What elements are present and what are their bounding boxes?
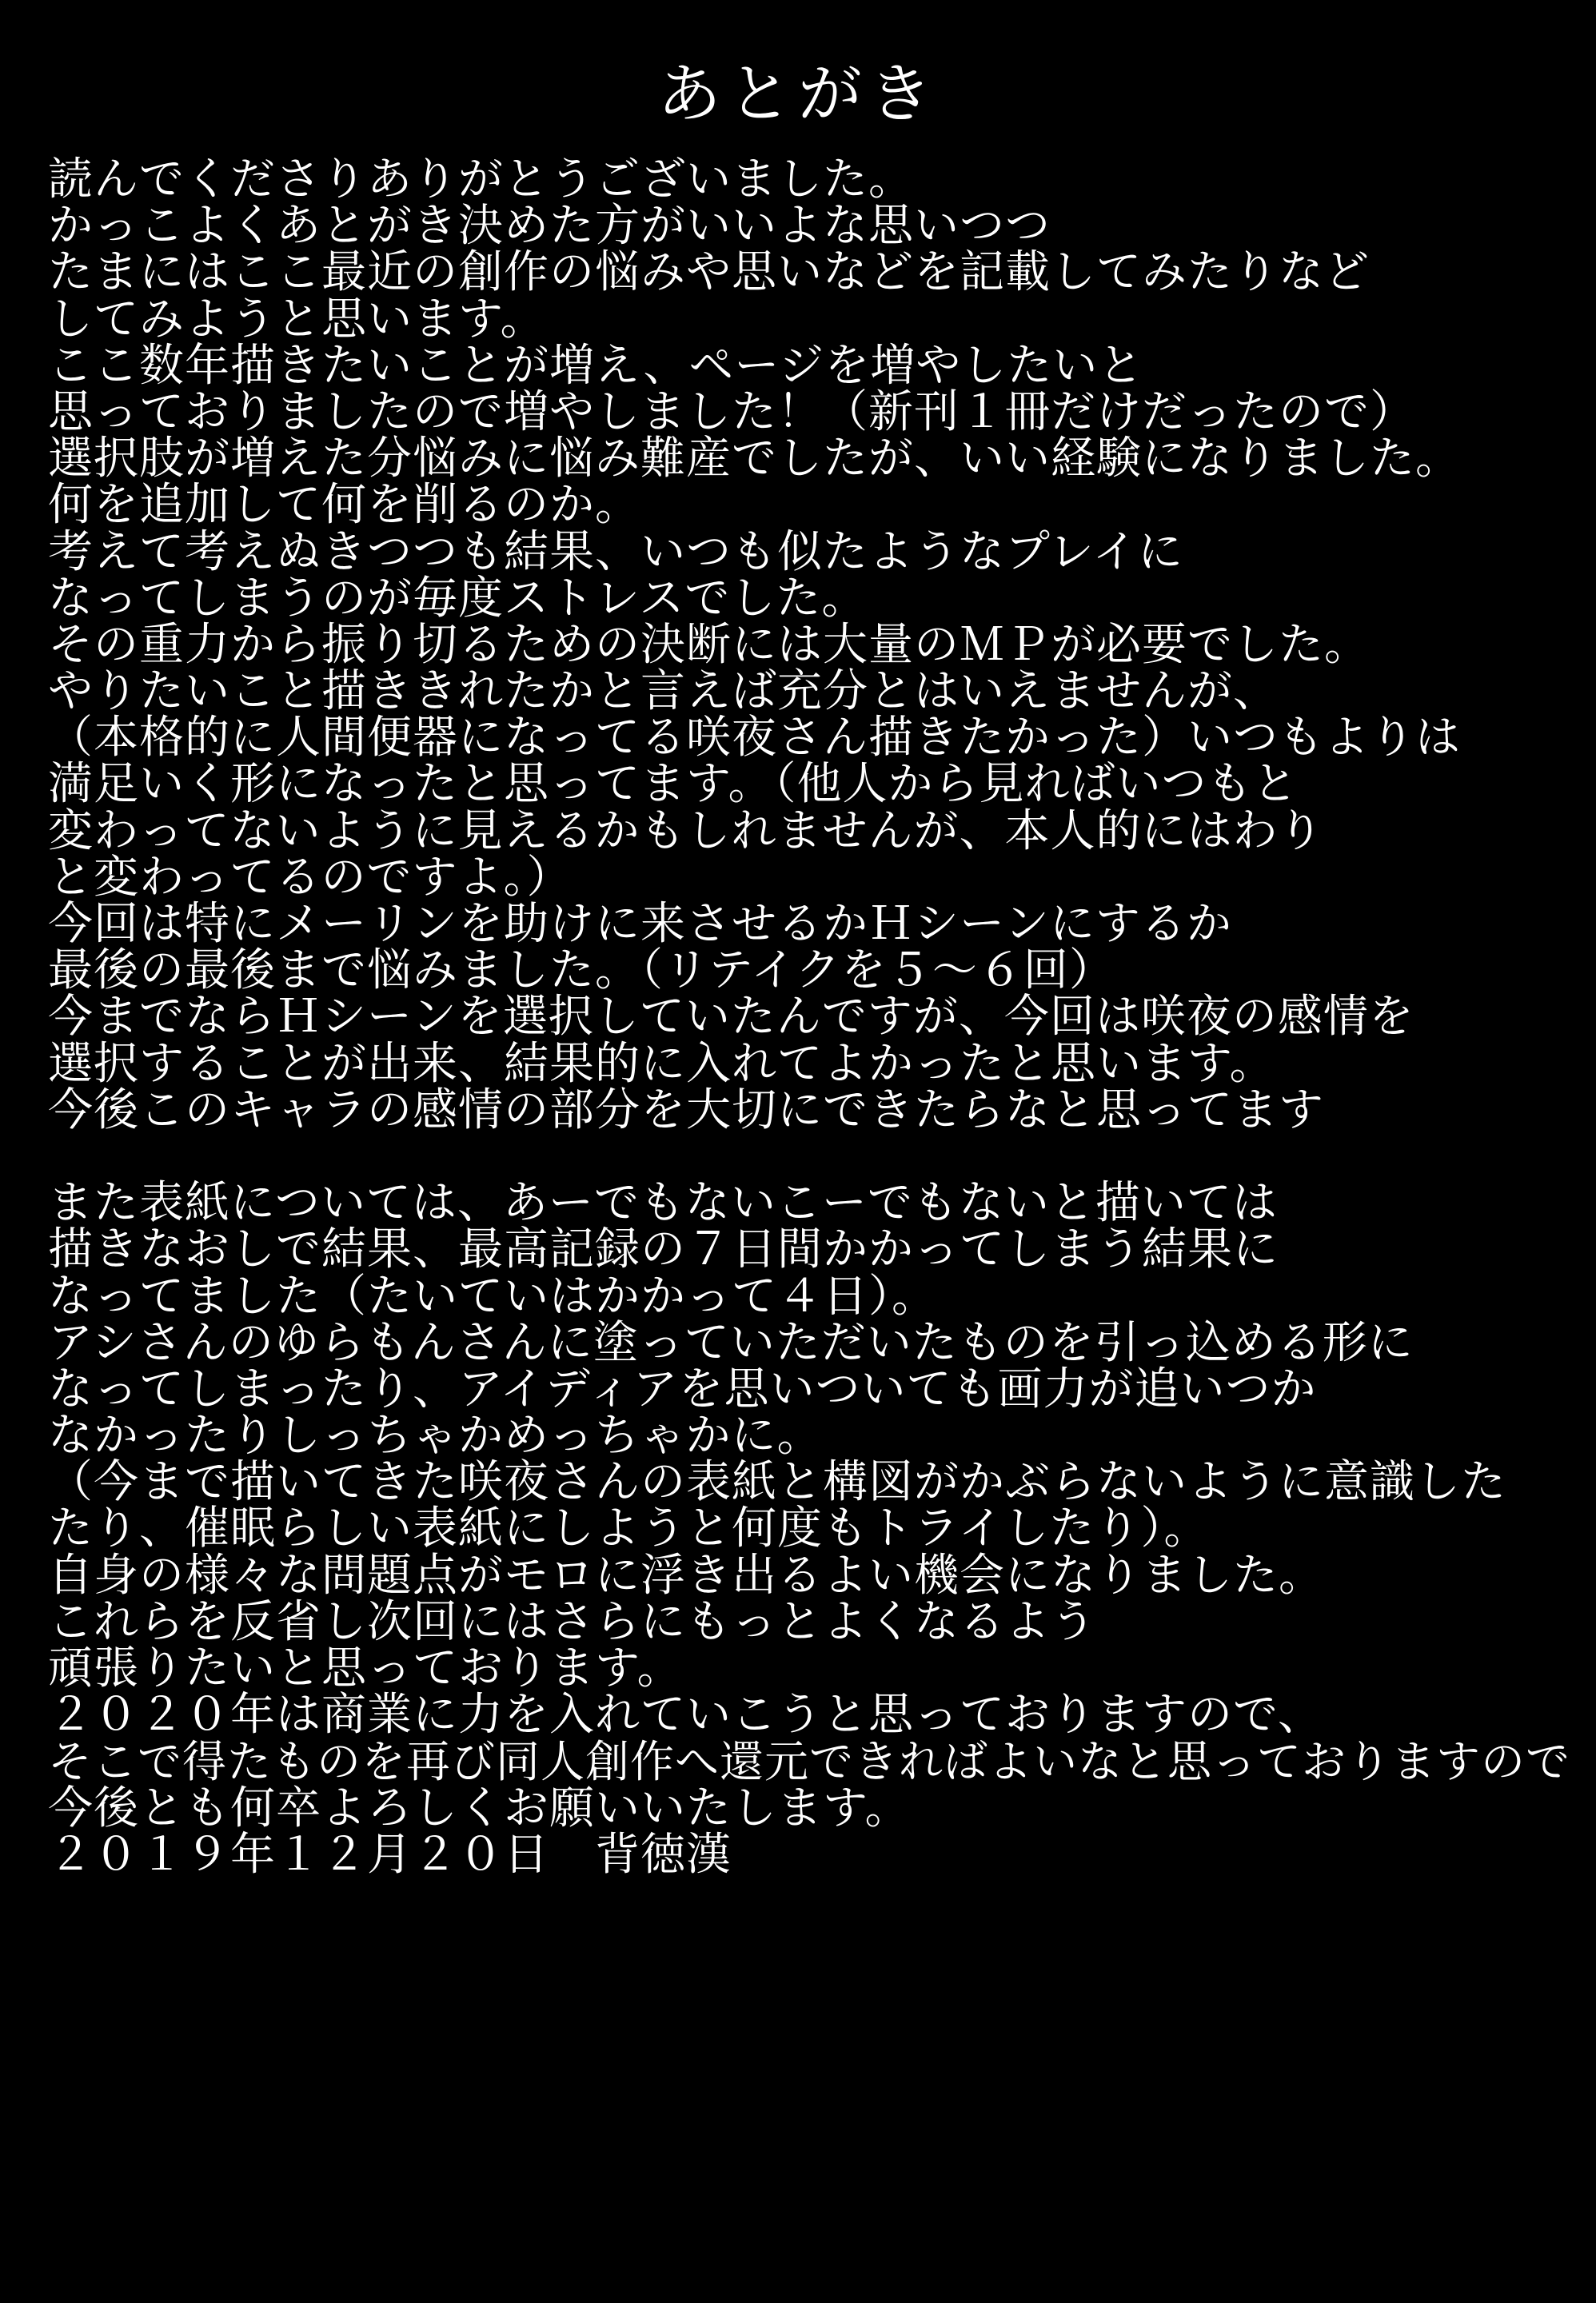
text-line: ２０２０年は商業に力を入れていこうと思っておりますので、 bbox=[48, 1689, 1323, 1742]
text-line: 自身の様々な問題点がモロに浮き出るよい機会になりました。 bbox=[48, 1549, 1324, 1602]
text-line: 読んでくださりありがとうございました。 bbox=[48, 154, 914, 206]
text-line: 満足いく形になったと思ってます。（他人から見ればいつもと bbox=[48, 758, 1299, 811]
text-line: また表紙については、あーでもないこーでもないと描いては bbox=[48, 1177, 1278, 1230]
text-line: 考えて考えぬきつつも結果、いつも似たようなプレイに bbox=[48, 525, 1183, 578]
text-line: 思っておりましたので増やしました！（新刊１冊だけだったので） bbox=[48, 385, 1415, 438]
text-line: たまにはここ最近の創作の悩みや思いなどを記載してみたりなど bbox=[48, 246, 1370, 299]
text-line: してみようと思います。 bbox=[48, 293, 546, 345]
signature-date-line: ２０１９年１２月２０日 背徳漢 bbox=[48, 1828, 732, 1881]
text-line: なってしまうのが毎度ストレスでした。 bbox=[48, 572, 868, 625]
text-line: 今後とも何卒よろしくお願いいたします。 bbox=[48, 1782, 911, 1834]
text-line: 何を追加して何を削るのか。 bbox=[48, 479, 640, 532]
text-line: なかったりしっちゃかめっちゃかに。 bbox=[48, 1410, 823, 1463]
text-line: 頑張りたいと思っております。 bbox=[48, 1642, 683, 1694]
text-line: たり、催眠らしい表紙にしようと何度もトライしたり）。 bbox=[48, 1503, 1210, 1555]
text-line: 選択することが出来、結果的に入れてよかったと思います。 bbox=[48, 1037, 1275, 1090]
text-line: と変わってるのですよ。） bbox=[48, 851, 573, 904]
text-line: （今まで描いてきた咲夜さんの表紙と構図がかぶらないように意識した bbox=[48, 1456, 1506, 1509]
text-line: そこで得たものを再び同人創作へ還元できればよいなと思っておりますので bbox=[48, 1736, 1571, 1788]
text-line: ここ数年描きたいことが増え、ページを増やしたいと bbox=[48, 339, 1144, 392]
text-line: これらを反省し次回にはさらにもっとよくなるよう bbox=[48, 1595, 1096, 1648]
text-line: 選択肢が増えた分悩みに悩み難産でしたが、いい経験になりました。 bbox=[48, 433, 1461, 485]
text-line: その重力から振り切るための決断には大量のＭＰが必要でした。 bbox=[48, 618, 1370, 671]
text-line: 今までならＨシーンを選択していたんですが、今回は咲夜の感情を bbox=[48, 991, 1414, 1044]
text-line: かっこよくあとがき決めた方がいいよな思いつつ bbox=[48, 200, 1051, 253]
page-title: あとがき bbox=[657, 57, 939, 131]
text-line: 描きなおしで結果、最高記録の７日間かかってしまう結果に bbox=[48, 1223, 1279, 1276]
text-line: なってしまったり、アイディアを思いついても画力が追いつか bbox=[48, 1363, 1317, 1415]
blank-line bbox=[48, 1134, 1567, 1180]
afterword-body bbox=[48, 154, 1571, 1881]
text-line: 今後このキャラの感情の部分を大切にできたらなと思ってます bbox=[48, 1084, 1324, 1136]
text-line: （本格的に人間便器になってる咲夜さん描きたかった）いつもよりは bbox=[48, 712, 1461, 764]
text-line: 最後の最後まで悩みました。（リテイクを５～６回） bbox=[48, 944, 1115, 997]
text-line: やりたいこと描ききれたかと言えば充分とはいえませんが、 bbox=[48, 665, 1279, 718]
text-line: 今回は特にメーリンを助けに来させるかＨシーンにするか bbox=[48, 898, 1232, 950]
text-line: 変わってないように見えるかもしれませんが、本人的にはわり bbox=[48, 804, 1324, 857]
text-line: なってました（たいていはかかって４日）。 bbox=[48, 1270, 937, 1323]
text-line: アシさんのゆらもんさんに塗っていただいたものを引っ込める形に bbox=[48, 1316, 1414, 1369]
